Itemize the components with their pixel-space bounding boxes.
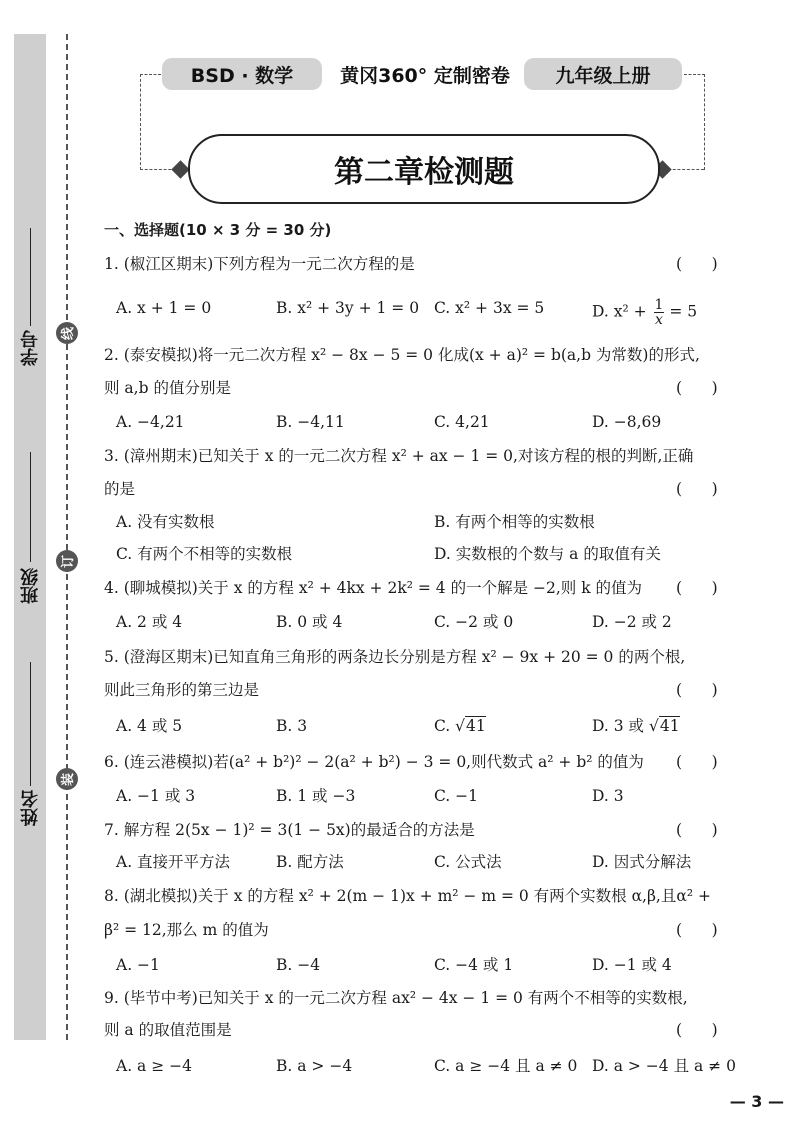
q9-stem-line1: 9. (毕节中考)已知关于 x 的一元二次方程 ax² − 4x − 1 = 0 有两个不相等的实数根, [104, 989, 688, 1007]
q6-stem: 6. (连云港模拟)若(a² + b²)² − 2(a² + b²) − 3 = 0,则代数式 a² + b² 的值为 [104, 753, 644, 771]
seal-binding-mark: 订 [56, 550, 78, 572]
q2-stem-line2: 则 a,b 的值分别是 [104, 379, 231, 397]
q2-option-a[interactable]: A. −4,21 [116, 413, 185, 431]
section-heading: 一、选择题(10 × 3 分 = 30 分) [104, 221, 332, 239]
class-label: 班级 [20, 568, 41, 604]
q4-stem: 4. (聊城模拟)关于 x 的方程 x² + 4kx + 2k² = 4 的一个解是 −2,则 k 的值为 [104, 579, 643, 597]
q5-stem-line2: 则此三角形的第三边是 [104, 681, 260, 699]
header-subject-badge: BSD · 数学 [162, 58, 322, 90]
q5-stem-line1: 5. (澄海区期末)已知直角三角形的两条边长分别是方程 x² − 9x + 20 = 0 的两个根, [104, 648, 686, 666]
q1-option-a[interactable]: A. x + 1 = 0 [116, 299, 212, 317]
q1-option-c[interactable]: C. x² + 3x = 5 [434, 299, 545, 317]
page-title: 第二章检测题 [188, 134, 660, 204]
q1-fraction-denominator: x [655, 312, 663, 328]
name-blank [30, 662, 31, 786]
q5-option-c-radicand: 41 [466, 717, 486, 735]
q7-option-c[interactable]: C. 公式法 [434, 853, 502, 871]
q4-option-a[interactable]: A. 2 或 4 [116, 613, 183, 631]
header-series-title: 黄冈360° 定制密卷 [340, 64, 510, 87]
q6-answer-blank[interactable]: ( ) [676, 753, 718, 771]
q1-answer-blank[interactable]: ( ) [676, 255, 718, 273]
q1-option-b[interactable]: B. x² + 3y + 1 = 0 [276, 299, 420, 317]
student-id-label: 学号 [20, 330, 41, 366]
q1-fraction-numerator: 1 [654, 297, 664, 313]
q2-option-c[interactable]: C. 4,21 [434, 413, 490, 431]
q2-option-b[interactable]: B. −4,11 [276, 413, 345, 431]
q7-option-b[interactable]: B. 配方法 [276, 853, 344, 871]
q7-answer-blank[interactable]: ( ) [676, 821, 718, 839]
class-blank [30, 452, 31, 562]
q9-option-d[interactable]: D. a > −4 且 a ≠ 0 [592, 1057, 736, 1075]
fold-dashed-line [66, 34, 68, 1040]
q3-stem-line2: 的是 [104, 480, 136, 498]
q5-option-c[interactable] [434, 716, 486, 736]
q5-option-d-radicand: 41 [659, 717, 680, 735]
q8-answer-blank[interactable]: ( ) [676, 921, 718, 939]
q2-stem-line1: 2. (泰安模拟)将一元二次方程 x² − 8x − 5 = 0 化成(x + a)² = b(a,b 为常数)的形式, [104, 346, 700, 364]
q6-option-d[interactable]: D. 3 [592, 787, 624, 805]
q7-option-a[interactable]: A. 直接开平方法 [116, 853, 231, 871]
q4-answer-blank[interactable]: ( ) [676, 579, 718, 597]
q8-stem-line1: 8. (湖北模拟)关于 x 的方程 x² + 2(m − 1)x + m² − m = 0 有两个实数根 α,β,且α² + [104, 887, 711, 905]
q4-option-c[interactable]: C. −2 或 0 [434, 613, 514, 631]
q2-answer-blank[interactable]: ( ) [676, 379, 718, 397]
q8-option-b[interactable]: B. −4 [276, 956, 321, 974]
q1-option-d-prefix: D. x² + [592, 302, 652, 321]
seal-line-mark: 线 [56, 322, 78, 344]
q9-answer-blank[interactable]: ( ) [676, 1021, 718, 1039]
q7-option-d[interactable]: D. 因式分解法 [592, 853, 692, 871]
q3-option-c[interactable]: C. 有两个不相等的实数根 [116, 545, 293, 563]
q5-option-a[interactable]: A. 4 或 5 [116, 717, 183, 735]
q9-option-a[interactable]: A. a ≥ −4 [116, 1057, 192, 1075]
name-label: 姓名 [20, 790, 41, 826]
header-bracket-right-bottom [668, 169, 704, 170]
q5-option-d-prefix: D. 3 或 √ [592, 717, 659, 735]
header-bracket-left [140, 74, 161, 170]
q4-option-d[interactable]: D. −2 或 2 [592, 613, 672, 631]
q5-answer-blank[interactable]: ( ) [676, 681, 718, 699]
q8-option-c[interactable]: C. −4 或 1 [434, 956, 514, 974]
q1-option-d-suffix: = 5 [664, 302, 698, 321]
q3-option-a[interactable]: A. 没有实数根 [116, 513, 215, 531]
q9-stem-line2: 则 a 的取值范围是 [104, 1021, 232, 1039]
q3-option-b[interactable]: B. 有两个相等的实数根 [434, 513, 595, 531]
q1-option-d[interactable] [592, 298, 697, 327]
q4-option-b[interactable]: B. 0 或 4 [276, 613, 343, 631]
student-id-blank [30, 228, 31, 326]
q9-option-b[interactable]: B. a > −4 [276, 1057, 353, 1075]
q6-option-c[interactable]: C. −1 [434, 787, 479, 805]
q5-option-d[interactable] [592, 716, 680, 736]
page-number: — 3 — [729, 1092, 784, 1111]
q5-option-c-prefix: C. √ [434, 717, 466, 735]
q1-stem: 1. (椒江区期末)下列方程为一元二次方程的是 [104, 255, 415, 273]
q6-option-a[interactable]: A. −1 或 3 [116, 787, 196, 805]
q6-option-b[interactable]: B. 1 或 −3 [276, 787, 356, 805]
q7-stem: 7. 解方程 2(5x − 1)² = 3(1 − 5x)的最适合的方法是 [104, 821, 475, 839]
title-diamond-left-icon [171, 160, 189, 178]
q8-stem-line2: β² = 12,那么 m 的值为 [104, 921, 269, 939]
q9-option-c[interactable]: C. a ≥ −4 且 a ≠ 0 [434, 1057, 578, 1075]
header-bracket-right [684, 74, 705, 170]
q3-stem-line1: 3. (漳州期末)已知关于 x 的一元二次方程 x² + ax − 1 = 0,对该方程的根的判断,正确 [104, 447, 694, 465]
q8-option-d[interactable]: D. −1 或 4 [592, 956, 672, 974]
q2-option-d[interactable]: D. −8,69 [592, 413, 662, 431]
q3-answer-blank[interactable]: ( ) [676, 480, 718, 498]
q5-option-b[interactable]: B. 3 [276, 717, 308, 735]
header-grade-badge: 九年级上册 [524, 58, 682, 90]
seal-binding-mark-2: 装 [56, 768, 78, 790]
q8-option-a[interactable]: A. −1 [116, 956, 160, 974]
q3-option-d[interactable]: D. 实数根的个数与 a 的取值有关 [434, 545, 661, 563]
q1-option-d-fraction [654, 298, 665, 327]
